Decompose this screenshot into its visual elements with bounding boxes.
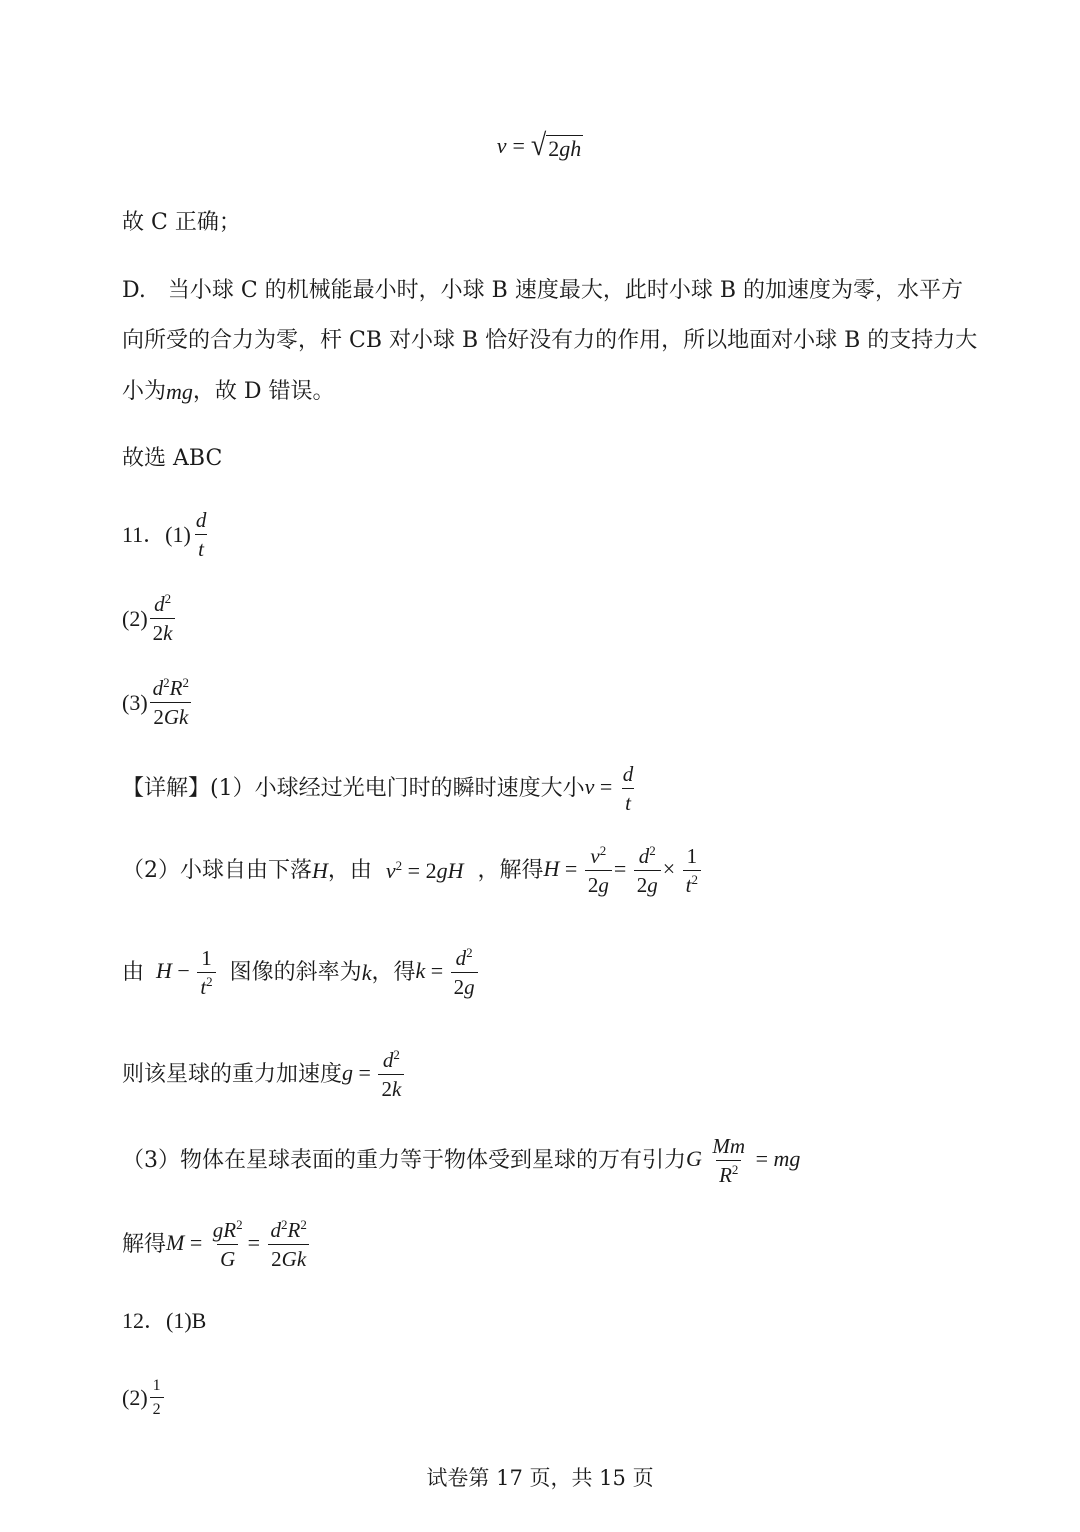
- q11-detail-3-pre: 由: [122, 960, 145, 985]
- answer-choice: 故选 ABC: [122, 446, 223, 471]
- q11-detail-3-mid: 图像的斜率为: [229, 960, 362, 985]
- q11-ans3-label: (3): [122, 690, 148, 715]
- q12-answer-1: 12．(1)B: [122, 1308, 207, 1333]
- q11-detail-2-text: （2）小球自由下落: [122, 858, 312, 883]
- para-d-line-3-post: ，故 D 错误。: [192, 379, 335, 404]
- page-footer: 试卷第 17 页，共 15 页: [426, 1466, 654, 1490]
- q11-detail-2-solve: ，解得: [477, 858, 544, 883]
- q11-detail-3-post: ，得: [371, 960, 416, 985]
- q11-detail-1: [122, 764, 638, 814]
- para-d-line-3-pre: 小为: [122, 379, 167, 404]
- q11-detail-2-you: ，由: [327, 858, 372, 883]
- q11-detail-5-text: （3）物体在星球表面的重力等于物体受到星球的万有引力: [122, 1148, 686, 1173]
- q11-detail-1-text: 【详解】(1）小球经过光电门时的瞬时速度大小: [122, 776, 585, 801]
- para-d-line-1: D. 当小球 C 的机械能最小时，小球 B 速度最大，此时小球 B 的加速度为零，水平方: [122, 278, 963, 303]
- formula-h: H = $\frac{v^2}{2g}$ = $\frac{d^2}{2g}$ × $\frac{1}{t^2}$: [544, 846, 704, 896]
- q11-answer-2: (2) $\frac{d^2}{2k}$: [122, 594, 177, 644]
- formula-v-sqrt-2gh: v = √ 2gh: [496, 128, 582, 163]
- q11-ans2-label: (2): [122, 606, 148, 631]
- q11-detail-6: 解得 M = $\frac{gR^2}{G}$ = $\frac{d^2R^2}{2Gk}$: [122, 1220, 312, 1270]
- q11-detail-5: （3）物体在星球表面的重力等于物体受到星球的万有引力 G $\frac{Mm}{R^2}$ = mg: [122, 1134, 801, 1187]
- q11-detail-6-text: 解得: [122, 1232, 167, 1257]
- q11-answer-3: (3) $\frac{d^2R^2}{2Gk}$: [122, 678, 194, 728]
- para-d-line-2: 向所受的合力为零，杆 CB 对小球 B 恰好没有力的作用，所以地面对小球 B 的支持力大: [122, 328, 978, 353]
- q11-label: 11．(1): [122, 522, 191, 547]
- q11-answer-1: 11．(1) $\frac{d}{t}$: [122, 508, 207, 561]
- q12-answer-2: (2) $\frac{1}{2}$: [122, 1378, 166, 1418]
- q11-detail-3: 由 H − $\frac{1}{t^2}$ 图像的斜率为 k ，得 k = $\frac{d^2}{2g}$: [122, 948, 480, 998]
- line-c-correct: 故 C 正确；: [122, 210, 241, 235]
- para-d-line-3: [122, 381, 335, 403]
- para-d-mg: mg: [166, 379, 193, 404]
- formula-v-equals-d-over-t: v = $\frac{d}{t}$: [584, 762, 634, 815]
- q11-detail-4: 则该星球的重力加速度 g = $\frac{d^2}{2k}$: [122, 1050, 406, 1100]
- q12-ans2-label: (2): [122, 1385, 148, 1410]
- q11-detail-4-text: 则该星球的重力加速度: [122, 1062, 343, 1087]
- q11-detail-2: （2）小球自由下落 H ，由 $v^2 = 2gH$ ，解得 H = $\frac{v^2}{2g}$ = $\frac{d^2}{2g}$ × $\frac{1}{t^2}$: [122, 846, 703, 896]
